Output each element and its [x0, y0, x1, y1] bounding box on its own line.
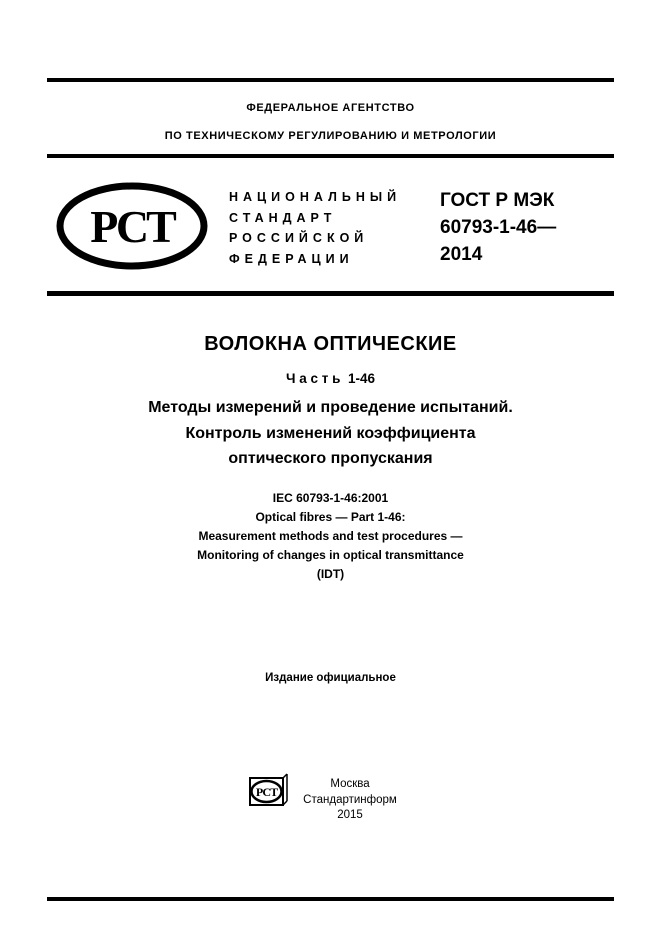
- bottom-rule: [47, 897, 614, 901]
- subtitle-line-1: Методы измерений и проведение испытаний.: [148, 399, 513, 416]
- designation-line-2: 60793-1-46—: [440, 217, 557, 238]
- iec-reference-block: [0, 489, 661, 584]
- imprint-year: 2015: [337, 809, 363, 821]
- standard-designation: [440, 187, 556, 268]
- agency-line-1: ФЕДЕРАЛЬНОЕ АГЕНТСТВО: [246, 102, 415, 114]
- iec-reference-line-2: Optical fibres — Part 1-46:: [255, 510, 406, 524]
- top-rule: [47, 78, 614, 82]
- publisher-emblem-text: РСТ: [255, 785, 278, 799]
- agency-header: [0, 94, 661, 150]
- iec-reference-line-3: Measurement methods and test procedures —: [198, 529, 463, 543]
- second-rule: [47, 154, 614, 158]
- designation-line-3: 2014: [440, 244, 483, 265]
- subtitle-line-2: Контроль изменений коэффициента: [185, 424, 476, 442]
- document-part: Ч а с т ь 1-46: [286, 371, 375, 386]
- national-standard-line-4: ФЕДЕРАЦИИ: [229, 251, 354, 266]
- iec-reference-line-5: (IDT): [316, 567, 345, 581]
- national-standard-line-2: СТАНДАРТ: [229, 210, 337, 225]
- national-standard-label: [229, 187, 401, 269]
- national-standard-line-3: РОССИЙСКОЙ: [229, 231, 369, 245]
- rst-logo-graphic: [55, 181, 209, 271]
- rst-logo-text: РСТ: [90, 201, 174, 252]
- national-standard-line-1: НАЦИОНАЛЬНЫЙ: [229, 190, 402, 204]
- imprint-city: Москва: [330, 778, 370, 790]
- iec-reference-line-1: IEC 60793-1-46:2001: [272, 491, 389, 505]
- rst-certification-logo: [55, 181, 209, 276]
- document-title: ВОЛОКНА ОПТИЧЕСКИЕ: [204, 333, 457, 355]
- agency-line-2: ПО ТЕХНИЧЕСКОМУ РЕГУЛИРОВАНИЮ И МЕТРОЛОГИИ: [164, 130, 497, 142]
- imprint-block: [60, 777, 640, 824]
- document-subtitle: [0, 395, 661, 472]
- iec-reference-line-4: Monitoring of changes in optical transmittance: [197, 548, 464, 562]
- imprint-publisher: Стандартинформ: [303, 793, 397, 806]
- official-edition-label: Издание официальное: [265, 672, 396, 684]
- designation-line-1: ГОСТ Р МЭК: [440, 190, 555, 211]
- subtitle-line-3: оптического пропускания: [228, 450, 433, 467]
- third-rule: [47, 291, 614, 296]
